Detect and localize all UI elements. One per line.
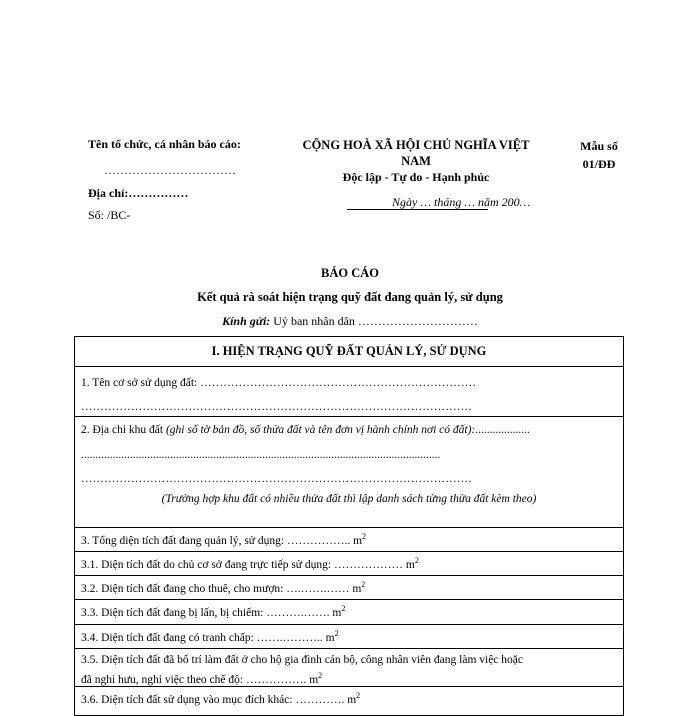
unit-exponent: 2 (414, 556, 419, 565)
report-subtitle: Kết quả rà soát hiện trạng quỹ đất đang quản lý, sử dụng (197, 290, 503, 304)
other-purpose-area-text: 3.6. Diện tích đất sử dụng vào mục đích khác: …………. m (81, 693, 357, 706)
national-title-line2: NAM (401, 154, 431, 168)
unit-exponent: 2 (356, 691, 361, 700)
table-row-residential-area (75, 649, 623, 687)
recipient-label: Kính gửi: (222, 314, 271, 328)
table-row-land-address (75, 417, 623, 528)
land-address-dots-2: ………………………………………………………………………………………… (81, 473, 472, 485)
direct-use-area-text: 3.1. Diện tích đất do chủ cơ sở đang trực tiếp sử dụng: ……………… m (81, 558, 415, 571)
national-motto: Độc lập - Tự do - Hạnh phúc (342, 170, 490, 184)
residential-area-line2 (81, 668, 617, 688)
section-title-row: I. HIỆN TRẠNG QUỸ ĐẤT QUẢN LÝ, SỬ DỤNG (75, 337, 623, 367)
form-number (575, 137, 623, 173)
facility-name-text: 1. Tên cơ sở sử dụng đất: ……………………………………………………………… (81, 377, 477, 389)
table-row-facility-name (75, 367, 623, 417)
unit-exponent: 2 (318, 671, 323, 680)
table-row-leased-area (75, 576, 623, 600)
address-line (88, 186, 188, 201)
unit-exponent: 2 (334, 629, 339, 638)
total-area-text: 3. Tổng diện tích đất đang quản lý, sử dụng: …………….. m (81, 534, 363, 547)
document-number: Số: /BC- (88, 208, 131, 222)
land-address-line (81, 422, 617, 438)
recipient-line (0, 314, 700, 329)
table-row-encroached-area (75, 600, 623, 625)
report-title: BÁO CÁO (321, 266, 379, 280)
table-row-direct-use-area (75, 552, 623, 576)
address-text: Địa chỉ:…………… (88, 186, 189, 200)
unit-exponent: 2 (362, 532, 367, 541)
multi-parcel-note: (Trường hợp khu đất có nhiều thửa đất thì lập danh sách từng thửa đất kèm theo) (161, 493, 537, 505)
land-address-label: 2. Địa chỉ khu đất (81, 424, 166, 436)
form-number-code: 01/ĐĐ (582, 157, 616, 171)
disputed-area-text: 3.4. Diện tích đất đang có tranh chấp: …….……….. m (81, 631, 335, 644)
residential-area-text: đã nghỉ hưu, nghỉ việc theo chế độ: ……………. m (81, 673, 319, 686)
land-address-note: (ghi số tờ bản đồ, số thửa đất và tên đơn vị hành chính nơi có đất): (165, 424, 476, 436)
leased-area-text: 3.2. Diện tích đất đang cho thuê, cho mượn: ….…….…… m (81, 582, 362, 595)
table-row-disputed-area (75, 625, 623, 649)
land-address-note-dots: ................... (475, 424, 530, 436)
reporter-name-dots: …………………………… (104, 163, 236, 177)
national-title (285, 137, 547, 169)
form-number-label: Mẫu số (580, 139, 618, 153)
table-row-other-purpose-area (75, 687, 623, 711)
table-row-total-area (75, 528, 623, 552)
residential-area-line1: 3.5. Diện tích đất đã bố trí làm đất ở cho hộ gia đình cán bộ, công nhân viên đang làm việc hoặc (81, 654, 523, 666)
national-title-line1: CỘNG HOÀ XÃ HỘI CHỦ NGHĨA VIỆT (302, 138, 530, 152)
unit-exponent: 2 (341, 604, 346, 613)
date-line: Ngày … tháng … năm 200… (392, 195, 531, 209)
encroached-area-text: 3.3. Diện tích đất đang bị lấn, bị chiếm: ……….……. m (81, 606, 342, 619)
recipient-value: Uỷ ban nhân dân ………………………… (270, 314, 478, 328)
land-address-dots-1: ............................................................................................................................. (81, 449, 441, 461)
unit-exponent: 2 (361, 580, 366, 589)
land-status-table (74, 336, 624, 716)
facility-name-dots: ………………………………………………………………………………………… (81, 401, 472, 413)
reporter-name-label: Tên tổ chức, cá nhân báo cáo: (88, 137, 241, 151)
